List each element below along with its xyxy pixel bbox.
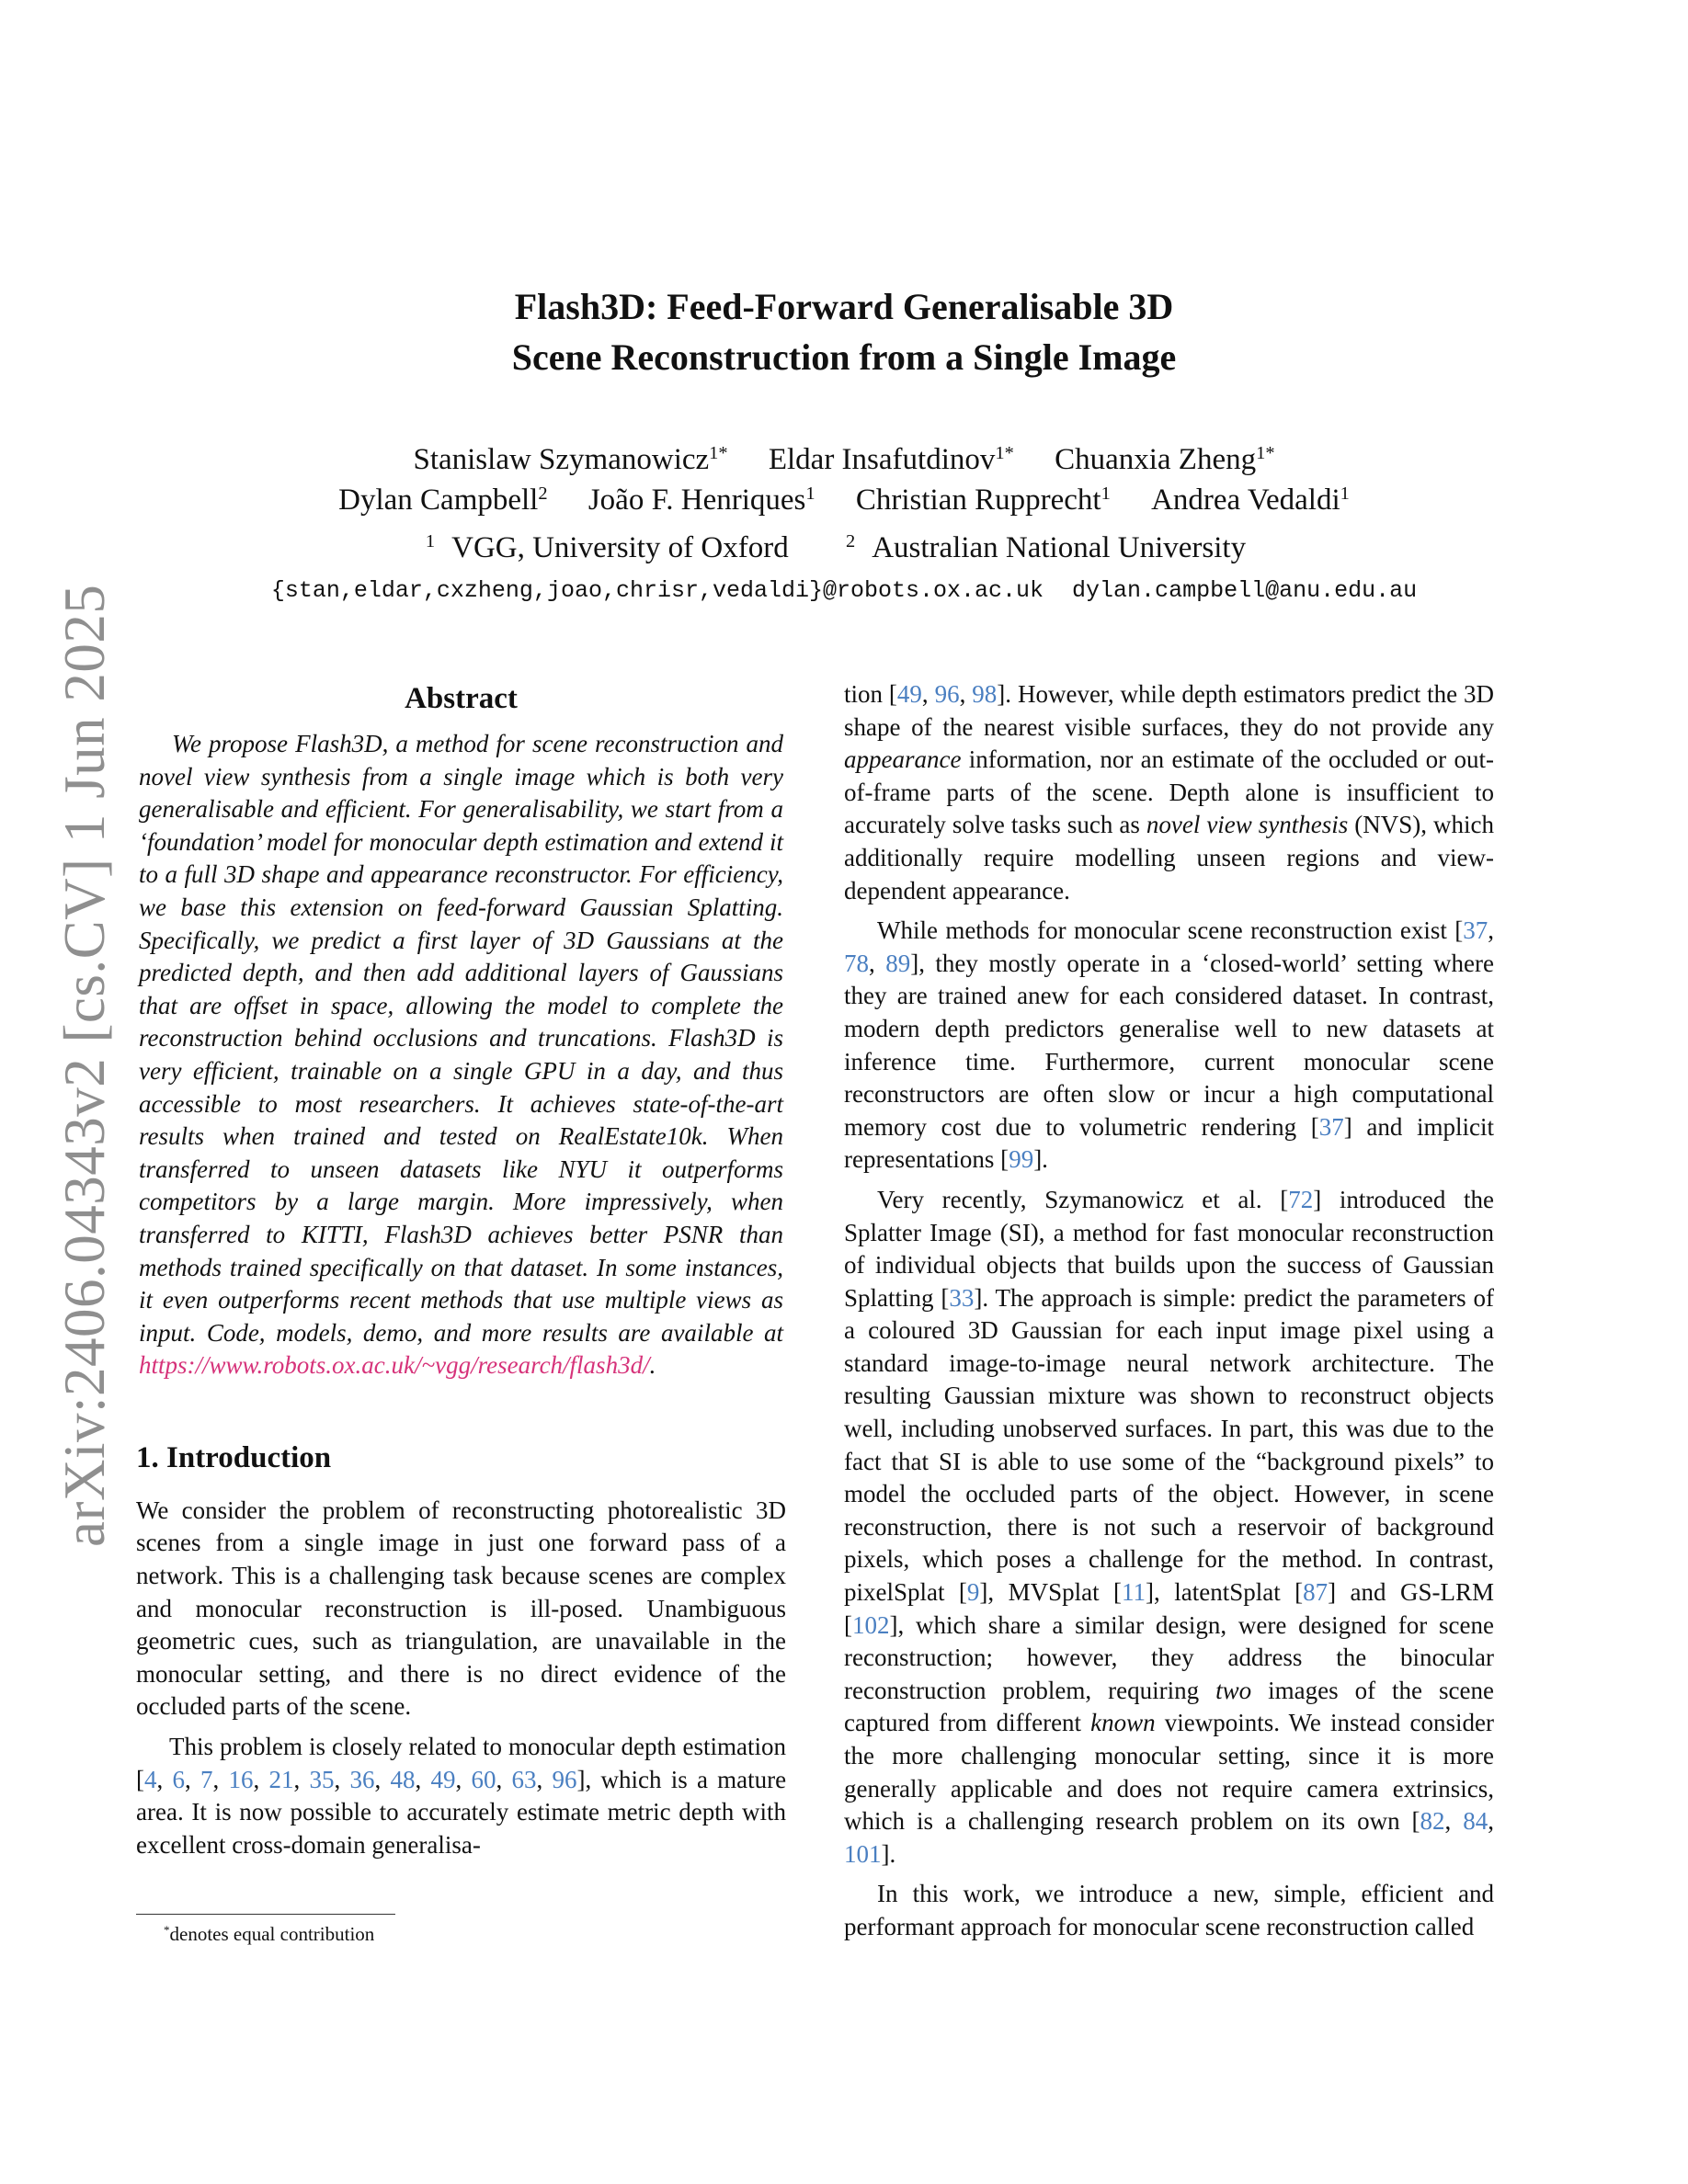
author: Stanislaw Szymanowicz$^{1*}$ xyxy=(413,442,728,476)
citation[interactable]: 96 xyxy=(934,680,960,708)
citation[interactable]: 49 xyxy=(430,1765,456,1793)
citation[interactable]: 96 xyxy=(552,1765,577,1793)
citation[interactable]: 36 xyxy=(349,1765,375,1793)
intro-paragraph-2: This problem is closely related to monocular depth estimation [4, 6, 7, 16, 21, 35, 36, 48, 49, 60, 63, 96], which is a mature area. It is now possible to accurately estimate metric depth with excellent cross-domain generalisa- xyxy=(136,1733,787,1859)
citation[interactable]: 33 xyxy=(949,1283,975,1312)
author-row-1 xyxy=(0,439,1688,480)
author-row-2 xyxy=(0,480,1688,520)
citation[interactable]: 16 xyxy=(228,1765,254,1793)
citation[interactable]: 72 xyxy=(1288,1185,1314,1213)
citation[interactable]: 37 xyxy=(1318,1112,1344,1141)
author: Dylan Campbell$^2$ xyxy=(338,483,548,517)
citation[interactable]: 84 xyxy=(1463,1807,1488,1836)
citation[interactable]: 87 xyxy=(1303,1578,1329,1607)
intro-paragraph-3: While methods for monocular scene reconstruction exist [37, 78, 89], they mostly operate in a ‘closed-world’ setting where they are trained anew for each considered dataset. In contrast, modern depth predictors generalise well to new datasets at inference time. Furthermore, current monocular scene reconstructors are often slow or incur a high computational memory cost due to volumetric rendering [37] and implicit representations [99]. xyxy=(844,916,1494,1174)
footnote-divider xyxy=(136,1914,395,1915)
email[interactable]: dylan.campbell@anu.edu.au xyxy=(1072,577,1418,604)
intro-paragraph-1: We consider the problem of reconstructing photorealistic 3D scenes from a single image in just one forward pass of a network. This is a challenging task because scenes are complex and monocular reconstruction is ill-posed. Unambiguous geometric cues, such as triangulation, are unavailable in the monocular setting, and there is no direct evidence of the occluded parts of the scene. xyxy=(136,1496,786,1721)
citation[interactable]: 99 xyxy=(1009,1145,1034,1174)
left-column xyxy=(136,678,786,1861)
author: João F. Henriques$^1$ xyxy=(587,483,815,517)
affiliation: $^1$ VGG, University of Oxford xyxy=(425,530,789,564)
intro-paragraph-4: Very recently, Szymanowicz et al. [72] introduced the Splatter Image (SI), a method for fast monocular reconstruction of individual objects that builds upon the success of Gaussian Splatting [33]. The approach is simple: predict the parameters of a coloured 3D Gaussian for each input image pixel using a standard image-to-image neural network architecture. The resulting Gaussian mixture was shown to reconstruct objects well, including unobserved surfaces. In part, this was due to the fact that SI is able to use some of the “background pixels” to model the occluded parts of the object. However, in scene reconstruction, there is not such a reservoir of background pixels, which poses a challenge for the method. In contrast, pixelSplat [9], MVSplat [11], latentSplat [87] and GS-LRM [102], which share a similar design, were designed for scene reconstruction; however, they address the binocular reconstruction problem, requiring two images of the scene captured from different known viewpoints. We instead consider the more challenging monocular setting, since it is more generally applicable and does not require camera extrinsics, which is a challenging research problem on its own [82, 84, 101]. xyxy=(844,1185,1495,1868)
footnote: *denotes equal contribution xyxy=(164,1922,375,1945)
author: Chuanxia Zheng$^{1*}$ xyxy=(1055,442,1275,476)
author-list xyxy=(0,439,1688,520)
citation[interactable]: 63 xyxy=(511,1765,537,1793)
citation[interactable]: 37 xyxy=(1463,916,1488,945)
arxiv-identifier-stamp: arXiv:2406.04343v2 [cs.CV] 1 Jun 2025 xyxy=(52,584,117,1547)
author-emails xyxy=(0,575,1688,607)
citation[interactable]: 48 xyxy=(390,1765,416,1793)
paper-title xyxy=(0,281,1688,382)
intro-paragraph-5: In this work, we introduce a new, simple, efficient and performant approach for monocular scene reconstruction called xyxy=(844,1880,1494,1940)
citation[interactable]: 98 xyxy=(972,680,998,708)
citation[interactable]: 49 xyxy=(896,680,922,708)
author: Christian Rupprecht$^1$ xyxy=(855,483,1111,517)
title-line-2: Scene Reconstruction from a Single Image xyxy=(511,336,1177,378)
email[interactable]: {stan,eldar,cxzheng,joao,chrisr,vedaldi}@robots.ox.ac.uk xyxy=(270,577,1044,604)
citation[interactable]: 21 xyxy=(268,1765,294,1793)
citation[interactable]: 78 xyxy=(844,949,869,977)
citation[interactable]: 102 xyxy=(852,1610,890,1639)
section-heading-introduction: 1. Introduction xyxy=(136,1440,332,1474)
author: Eldar Insafutdinov$^{1*}$ xyxy=(768,442,1014,476)
citation[interactable]: 9 xyxy=(966,1578,980,1607)
abstract-text: We propose Flash3D, a method for scene reconstruction and novel view synthesis from a single image which is both very generalisable and efficient. For generalisability, we start from a ‘foundation’ model for monocular depth estimation and extend it to a full 3D shape and appearance reconstructor. For efficiency, we base this extension on feed-forward Gaussian Splatting. Specifically, we predict a first layer of 3D Gaussians at the predicted depth, and then add additional layers of Gaussians that are offset in space, allowing the model to complete the reconstruction behind occlusions and truncations. Flash3D is very efficient, trainable on a single GPU in a day, and thus accessible to most researchers. It achieves state-of-the-art results when trained and tested on RealEstate10k. When transferred to unseen datasets like NYU it outperforms competitors by a large margin. More impressively, when transferred to KITTI, Flash3D achieves better PSNR than methods trained specifically on that dataset. In some instances, it even outperforms recent methods that use multiple views as input. Code, models, demo, and more results are available at xyxy=(139,730,783,1347)
right-column xyxy=(844,678,1494,1944)
citation[interactable]: 6 xyxy=(172,1765,185,1793)
citation[interactable]: 89 xyxy=(885,949,911,977)
citation[interactable]: 60 xyxy=(471,1765,496,1793)
author: Andrea Vedaldi$^1$ xyxy=(1151,483,1350,517)
intro-paragraph-continued: tion [49, 96, 98]. However, while depth estimators predict the 3D shape of the nearest visible surfaces, they do not provide any appearance information, nor an estimate of the occluded or out-of-frame parts of the scene. Depth alone is insufficient to accurately solve tasks such as novel view synthesis (NVS), which additionally require modelling unseen regions and view-dependent appearance. xyxy=(844,680,1495,904)
title-line-1: Flash3D: Feed-Forward Generalisable 3D xyxy=(514,286,1174,327)
affiliation: $^2$ Australian National University xyxy=(845,530,1247,564)
abstract-heading: Abstract xyxy=(405,682,518,715)
citation[interactable]: 101 xyxy=(844,1839,882,1868)
affiliations xyxy=(0,528,1688,568)
citation[interactable]: 35 xyxy=(309,1765,335,1793)
citation[interactable]: 7 xyxy=(200,1765,213,1793)
citation[interactable]: 11 xyxy=(1122,1578,1146,1607)
citation[interactable]: 82 xyxy=(1420,1807,1445,1836)
abstract-body: We propose Flash3D, a method for scene reconstruction and novel view synthesis from a single image which is both very generalisable and efficient. For generalisability, we start from a ‘foundation’ model for monocular depth estimation and extend it to a full 3D shape and appearance reconstructor. For efficiency, we base this extension on feed-forward Gaussian Splatting. Specifically, we predict a first layer of 3D Gaussians at the predicted depth, and then add additional layers of Gaussians that are offset in space, allowing the model to complete the reconstruction behind occlusions and truncations. Flash3D is very efficient, trainable on a single GPU in a day, and thus accessible to most researchers. It achieves state-of-the-art results when trained and tested on RealEstate10k. When transferred to unseen datasets like NYU it outperforms competitors by a large margin. More impressively, when transferred to KITTI, Flash3D achieves better PSNR than methods trained specifically on that dataset. In some instances, it even outperforms recent methods that use multiple views as input. Code, models, demo, and more results are available at https://www.robots.ox.ac.uk/~vgg/research/flash3d/. xyxy=(139,730,783,1380)
citation[interactable]: 4 xyxy=(144,1765,157,1793)
project-link[interactable]: https://www.robots.ox.ac.uk/~vgg/research/flash3d/ xyxy=(139,1351,650,1380)
